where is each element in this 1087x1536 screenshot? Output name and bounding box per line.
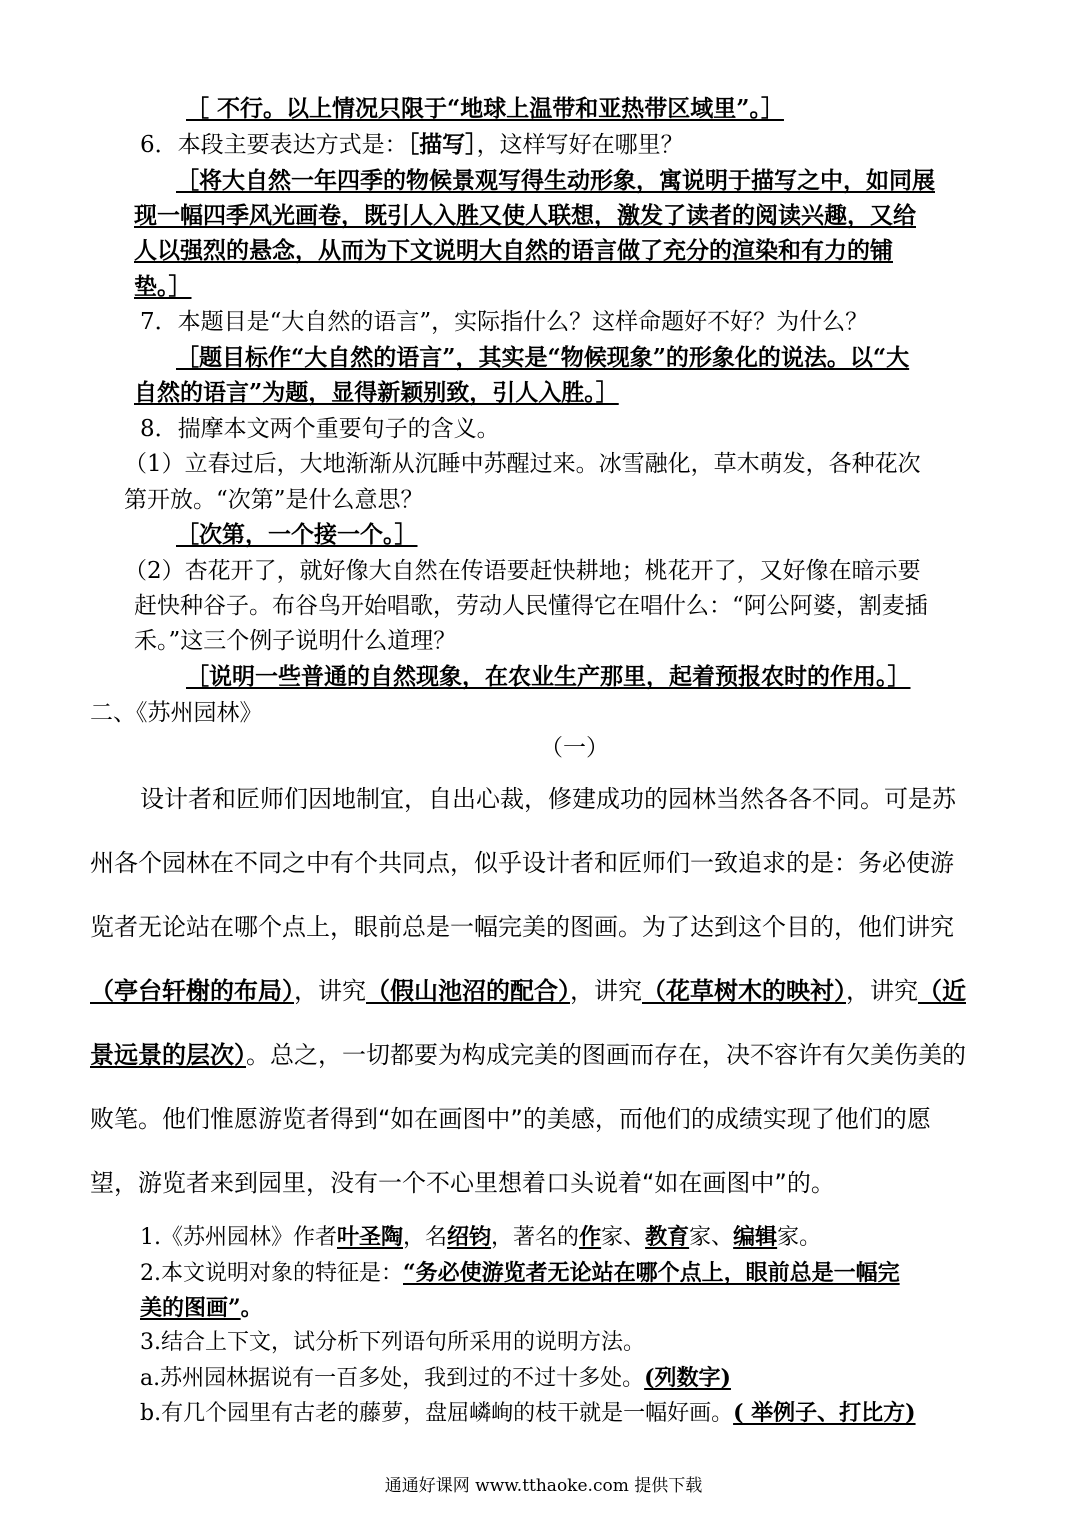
passage-answer-4-end: 景远景的层次） [90,1041,246,1069]
answer-6-line-4: 垫。］ [134,273,192,300]
passage-line-4 [90,971,966,1011]
passage-question-1 [140,1220,821,1255]
pq1-author: 叶圣陶 [337,1224,404,1250]
question-8-2-line-3: 禾。”这三个例子说明什么道理？ [134,628,457,654]
passage-answer-1: （亭台轩榭的布局） [90,977,294,1005]
passage-sep-2: ，讲究 [570,977,642,1005]
pq3a-text: a.苏州园林据说有一百多处，我到过的不过十多处。 [140,1366,645,1391]
pq1-role-1: 作 [579,1224,602,1250]
passage-line-5 [90,1035,966,1075]
passage-answer-3: （花草树木的映衬） [642,977,846,1005]
question-6-answer: ［描写］ [407,131,477,158]
answer-6-line-1: ［将大自然一年四季的物候景观写得生动形象，寓说明于描写之中，如同展 [176,167,935,194]
pq3b-answer: ( 举例子、打比方) [733,1400,916,1426]
question-7: 7．本题目是“大自然的语言”，实际指什么？这样命题好不好？为什么？ [140,309,869,335]
question-8: 8．揣摩本文两个重要句子的含义。 [140,416,500,442]
question-8-2-line-2: 赶快种谷子。布谷鸟开始唱歌，劳动人民懂得它在唱什么：“阿公阿婆，割麦插 [134,593,928,619]
answer-8-2: ［说明一些普通的自然现象，在农业生产那里，起着预报农时的作用。］ [186,663,911,690]
section-2-title: 二、《苏州园林》 [90,700,263,726]
pq1-text-6: 家。 [777,1225,822,1250]
question-8-2-line-1: （2）杏花开了，就好像大自然在传语要赶快耕地；桃花开了，又好像在暗示要 [124,558,921,584]
passage-line-7: 望，游览者来到园里，没有一个不心里想着口头说着“如在画图中”的。 [90,1169,835,1197]
pq2-answer-line-2: 美的图画” [140,1295,241,1321]
pq1-text-2: ，名 [403,1225,448,1250]
passage-answer-4-start: （近 [918,977,966,1005]
question-6 [140,128,684,162]
pq1-role-2: 教育 [645,1224,690,1250]
pq1-text-1: 1.《苏州园林》作者 [140,1225,337,1250]
passage-line-3: 览者无论站在哪个点上，眼前总是一幅完美的图画。为了达到这个目的，他们讲究 [90,913,954,941]
answer-6-line-2: 现一幅四季风光画卷，既引人入胜又使人联想，激发了读者的阅读兴趣，又给 [134,202,916,229]
passage-line-2: 州各个园林在不同之中有个共同点，似乎设计者和匠师们一致追求的是：务必使游 [90,849,954,877]
passage-question-3a [140,1361,731,1396]
passage-line-1: 设计者和匠师们因地制宜，自出心裁，修建成功的园林当然各各不同。可是苏 [140,785,956,813]
pq3a-answer: (列数字) [644,1365,731,1391]
passage-answer-2: （假山池沼的配合） [366,977,570,1005]
passage-line-5-rest: 。总之，一切都要为构成完美的图画而存在，决不容许有欠美伤美的 [246,1041,966,1069]
page-footer: 通通好课网 www.tthaoke.com 提供下载 [384,1476,703,1496]
pq2-answer-line-1: “务必使游览者无论站在哪个点上，眼前总是一幅完 [403,1260,900,1286]
passage-question-2-cont [140,1291,263,1326]
pq1-role-3: 编辑 [733,1224,778,1250]
passage-question-3: 3.结合上下文，试分析下列语句所采用的说明方法。 [140,1330,645,1355]
passage-sep-3: ，讲究 [846,977,918,1005]
passage-line-6: 败笔。他们惟愿游览者得到“如在画图中”的美感，而他们的成绩实现了他们的愿 [90,1105,931,1133]
pq2-text: 2.本文说明对象的特征是： [140,1261,403,1286]
passage-question-2 [140,1256,900,1291]
answer-7-line-2: 自然的语言”为题，显得新颖别致，引人入胜。］ [134,379,619,406]
question-6-suffix: ，这样写好在哪里？ [476,132,684,158]
pq1-name: 绍钧 [447,1224,492,1250]
pq1-text-3: ，著名的 [491,1225,580,1250]
answer-6-line-3: 人以强烈的悬念，从而为下文说明大自然的语言做了充分的渲染和有力的铺 [134,237,893,264]
passage-sep-1: ，讲究 [294,977,366,1005]
question-8-1-line-1: （1）立春过后，大地渐渐从沉睡中苏醒过来。冰雪融化，草木萌发，各种花次 [124,451,921,477]
passage-question-3b [140,1396,916,1431]
answer-8-1: ［次第，一个接一个。］ [176,521,418,548]
answer-7-line-1: ［题目标作“大自然的语言”，其实是“物候现象”的形象化的说法。以“大 [176,344,910,371]
pq1-text-5: 家、 [689,1225,734,1250]
question-8-1-line-2: 第开放。“次第”是什么意思？ [124,487,424,513]
pq3b-text: b.有几个园里有古老的藤萝，盘屈嶙峋的枝干就是一幅好画。 [140,1401,734,1426]
pq1-text-4: 家、 [601,1225,646,1250]
answer-5: ［ 不行。以上情况只限于“地球上温带和亚热带区域里”。］ [186,95,784,122]
question-6-prefix: 6．本段主要表达方式是： [140,132,408,158]
pq2-end: 。 [240,1295,263,1321]
part-label: （一） [540,735,609,761]
